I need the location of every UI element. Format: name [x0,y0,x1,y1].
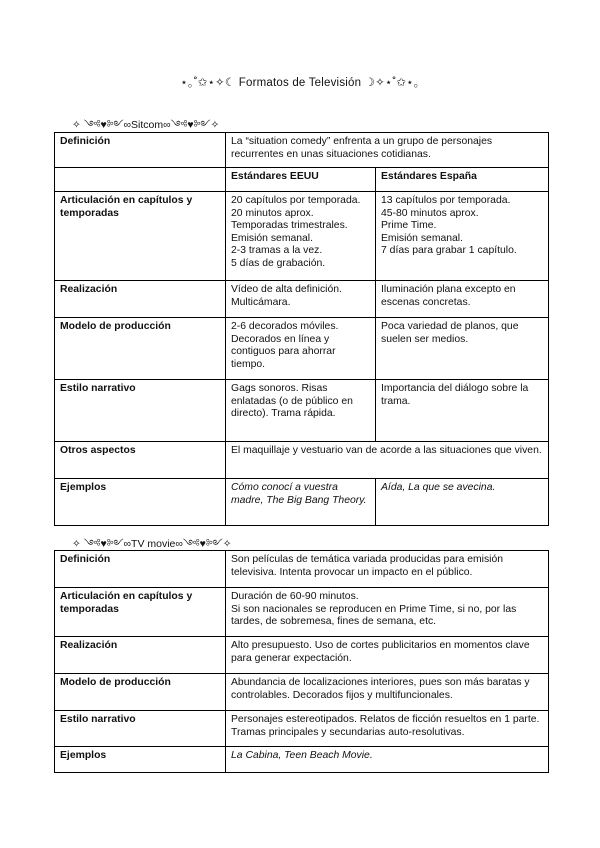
realizacion-espana-cell: Iluminación plana excepto en escenas concretas. [376,281,549,318]
table-row [55,551,549,588]
table-row [55,192,549,281]
table-row [55,674,549,711]
row-label: Definición [55,551,226,588]
estilo-espana-cell: Importancia del diálogo sobre la trama. [376,380,549,442]
row-label: Realización [55,637,226,674]
list-item: Emisión semanal. [231,232,314,244]
table-row [55,281,549,318]
list-item: 7 días para grabar 1 capítulo. [381,245,517,257]
estilo-eeuu-cell: Gags sonoros. Risas enlatadas (o de público en directo). Trama rápida. [226,380,376,442]
table-row [55,318,549,380]
table-row [55,637,549,674]
list-item: Prime Time. [381,220,437,232]
ejemplos-espana-cell: Aída, La que se avecina. [376,479,549,526]
table-row [55,747,549,773]
section-heading-tv-movie: ✧ ༺♥༻∞TV movie∞༺♥༻✧ [72,538,232,550]
table-row [55,133,549,168]
otros-text: El maquillaje y vestuario van de acorde a las situaciones que viven. [226,442,549,479]
definition-text: Son películas de temática variada producidas para emisión televisiva. Intenta provocar un impacto en el público. [226,551,549,588]
list-item: 5 días de grabación. [231,257,326,269]
document-title: ⋆｡˚✩⋆✧☾ Formatos de Televisión ☽✧⋆˚✩⋆｡ [180,77,420,89]
sitcom-table [54,132,549,526]
row-label: Modelo de producción [55,318,226,380]
table-row [55,588,549,637]
definition-text: La “situation comedy” enfrenta a un grupo de personajes recurrentes en unas situaciones cotidianas. [226,133,549,168]
row-label: Articulación en capítulos y temporadas [55,588,226,637]
list-item: Emisión semanal. [381,232,464,244]
list-item: Temporadas trimestrales. [231,220,348,232]
row-label: Realización [55,281,226,318]
ejemplos-cell: La Cabina, Teen Beach Movie. [226,747,549,773]
list-item: 45-80 minutos aprox. [381,207,479,219]
modelo-cell: Abundancia de localizaciones interiores, pues son más baratas y controlables. Decorados fijos y multifuncionales. [226,674,549,711]
estilo-cell: Personajes estereotipados. Relatos de ficción resueltos en 1 parte. Tramas principales y secundarias auto-resolutivas. [226,711,549,747]
row-label: Ejemplos [55,479,226,526]
table-row [55,442,549,479]
tv-movie-table [54,550,549,773]
modelo-eeuu-cell: 2-6 decorados móviles. Decorados en línea y contiguos para ahorrar tiempo. [226,318,376,380]
list-item: Si son nacionales se reproducen en Prime Time, si no, por las tardes, de sobremesa, fines de semana, etc. [231,603,517,628]
row-label: Otros aspectos [55,442,226,479]
list-item: 13 capítulos por temporada. [381,195,511,206]
row-label: Modelo de producción [55,674,226,711]
row-label: Estilo narrativo [55,380,226,442]
section-heading-sitcom: ✧ ༺♥༻∞Sitcom∞༺♥༻✧ [72,119,220,131]
realizacion-cell: Alto presupuesto. Uso de cortes publicitarios en momentos clave para generar expectación. [226,637,549,674]
row-label: Ejemplos [55,747,226,773]
table-row [55,711,549,747]
column-header-eeuu: Estándares EEUU [226,168,376,192]
articulacion-eeuu-cell [226,192,376,281]
modelo-espana-cell: Poca variedad de planos, que suelen ser medios. [376,318,549,380]
list-item: 20 capítulos por temporada. [231,195,361,206]
empty-cell [55,168,226,192]
ejemplos-eeuu-cell: Cómo conocí a vuestra madre, The Big Bang Theory. [226,479,376,526]
row-label: Articulación en capítulos y temporadas [55,192,226,281]
table-row [55,168,549,192]
articulacion-espana-cell [376,192,549,281]
realizacion-eeuu-cell: Vídeo de alta definición. Multicámara. [226,281,376,318]
row-label: Estilo narrativo [55,711,226,747]
articulacion-cell [226,588,549,637]
list-item: 2-3 tramas a la vez. [231,245,323,257]
list-item: 20 minutos aprox. [231,207,314,219]
table-row [55,479,549,526]
column-header-espana: Estándares España [376,168,549,192]
table-row [55,380,549,442]
row-label: Definición [55,133,226,168]
list-item: Duración de 60-90 minutos. [231,591,359,602]
